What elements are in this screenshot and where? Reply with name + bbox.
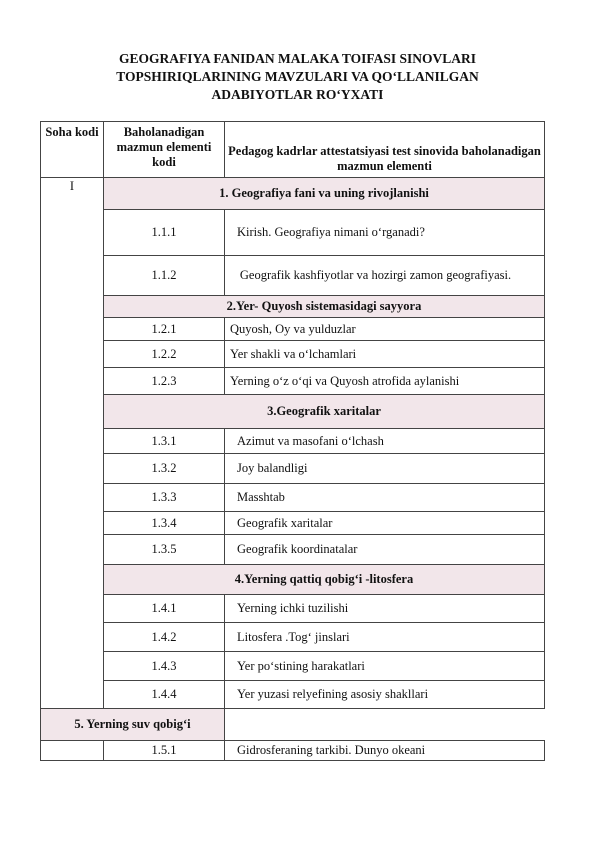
section-row-3 <box>41 395 545 429</box>
header-baholanadigan-kodi: Baholanadigan mazmun elementi kodi <box>104 122 225 178</box>
row-text: Yerning ichki tuzilishi <box>225 595 545 623</box>
table-row <box>41 595 545 623</box>
header-row <box>41 122 545 178</box>
row-text: Litosfera .Tog‘ jinslari <box>225 623 545 652</box>
title-line-1: GEOGRAFIYA FANIDAN MALAKA TOIFASI SINOVLARI <box>118 51 477 66</box>
row-text: Geografik xaritalar <box>225 512 545 535</box>
row-text: Geografik kashfiyotlar va hozirgi zamon geografiyasi. <box>225 256 545 296</box>
table-row <box>41 681 545 709</box>
row-code: 1.1.1 <box>104 210 225 256</box>
section-row-5 <box>41 709 545 741</box>
row-text: Yer po‘stining harakatlari <box>225 652 545 681</box>
section-title-1: 1. Geografiya fani va uning rivojlanishi <box>104 178 545 210</box>
row-code: 1.5.1 <box>104 741 225 761</box>
row-code: 1.2.1 <box>104 318 225 341</box>
section-title-5: 5. Yerning suv qobig‘i <box>41 709 225 741</box>
table-row <box>41 429 545 454</box>
row-text: Azimut va masofani o‘lchash <box>225 429 545 454</box>
title-line-2: TOPSHIRIQLARINING MAVZULARI VA QO‘LLANILGAN <box>116 69 479 84</box>
topics-table <box>40 121 545 761</box>
row-code: 1.3.1 <box>104 429 225 454</box>
row-code: 1.4.3 <box>104 652 225 681</box>
row-text: Kirish. Geografiya nimani o‘rganadi? <box>225 210 545 256</box>
title-line-3: ADABIYOTLAR RO‘YXATI <box>211 87 384 102</box>
section-row-1 <box>41 178 545 210</box>
table-row <box>41 623 545 652</box>
row-text: Masshtab <box>225 484 545 512</box>
table-row <box>41 484 545 512</box>
table-row <box>41 741 545 761</box>
section-row-4 <box>41 565 545 595</box>
header-pedagog-element: Pedagog kadrlar attestatsiyasi test sinovida baholanadigan mazmun elementi <box>225 122 545 178</box>
row-code: 1.4.2 <box>104 623 225 652</box>
row-text: Yerning o‘z o‘qi va Quyosh atrofida aylanishi <box>225 368 545 395</box>
table-row <box>41 454 545 484</box>
soha-cell-empty <box>41 741 104 761</box>
section-row-2 <box>41 296 545 318</box>
row-code: 1.4.4 <box>104 681 225 709</box>
row-text: Gidrosferaning tarkibi. Dunyo okeani <box>225 741 545 761</box>
table-row <box>41 652 545 681</box>
row-text: Geografik koordinatalar <box>225 535 545 565</box>
row-text: Quyosh, Oy va yulduzlar <box>225 318 545 341</box>
table-row <box>41 512 545 535</box>
row-code: 1.2.3 <box>104 368 225 395</box>
table-row <box>41 318 545 341</box>
row-text: Joy balandligi <box>225 454 545 484</box>
section-title-4: 4.Yerning qattiq qobig‘i -litosfera <box>104 565 545 595</box>
row-code: 1.3.4 <box>104 512 225 535</box>
table-row <box>41 535 545 565</box>
row-code: 1.3.5 <box>104 535 225 565</box>
section-title-2: 2.Yer- Quyosh sistemasidagi sayyora <box>104 296 545 318</box>
table-row <box>41 210 545 256</box>
header-soha-kodi: Soha kodi <box>41 122 104 178</box>
section-title-3: 3.Geografik xaritalar <box>104 395 545 429</box>
row-code: 1.3.2 <box>104 454 225 484</box>
row-code: 1.2.2 <box>104 341 225 368</box>
document-title <box>0 50 595 104</box>
row-code: 1.4.1 <box>104 595 225 623</box>
table-row <box>41 368 545 395</box>
row-text: Yer yuzasi relyefining asosiy shakllari <box>225 681 545 709</box>
soha-code: I <box>41 178 104 709</box>
row-code: 1.3.3 <box>104 484 225 512</box>
table-row <box>41 256 545 296</box>
row-code: 1.1.2 <box>104 256 225 296</box>
row-text: Yer shakli va o‘lchamlari <box>225 341 545 368</box>
table-row <box>41 341 545 368</box>
